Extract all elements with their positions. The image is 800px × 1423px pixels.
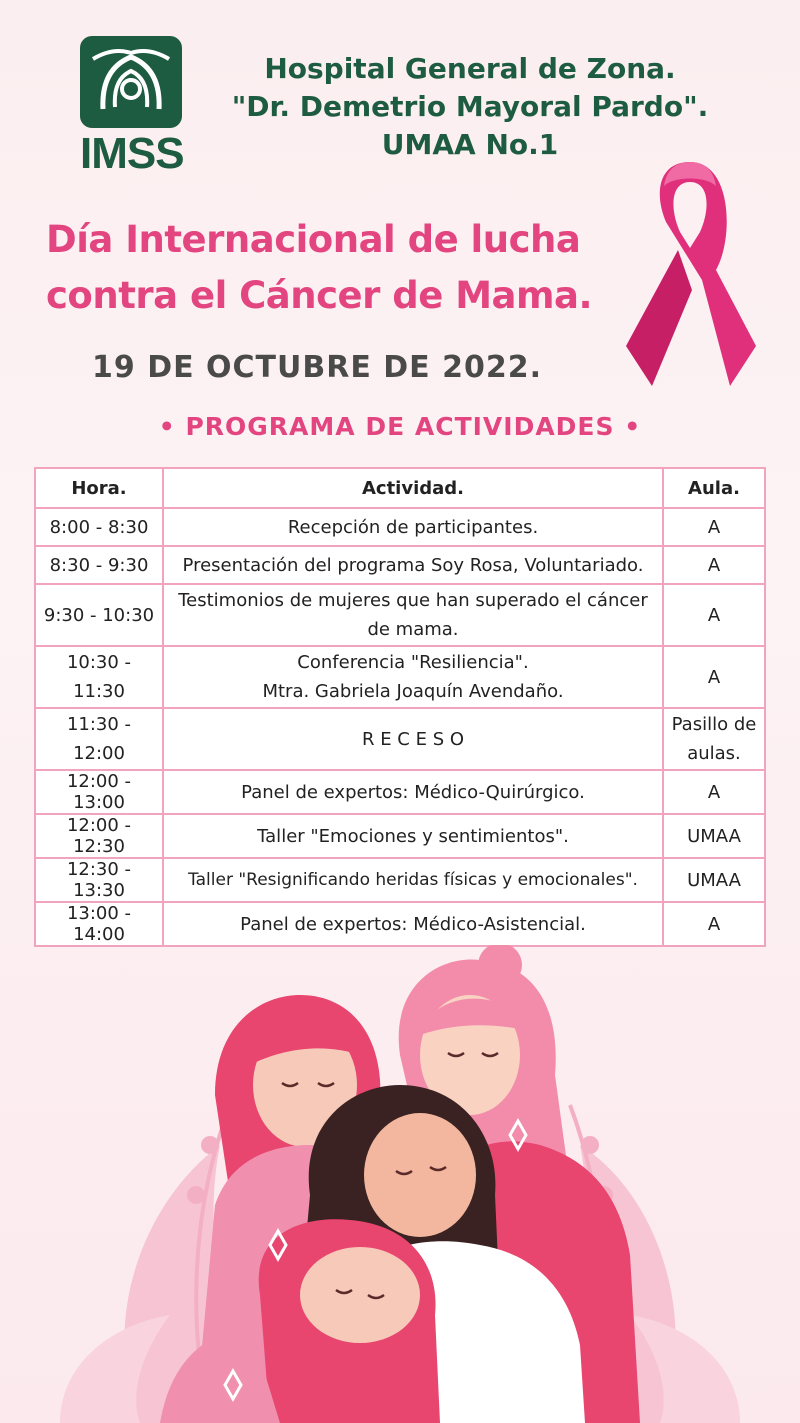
- cell-aula: A: [663, 770, 765, 814]
- cell-aula: A: [663, 508, 765, 546]
- cell-actividad: Presentación del programa Soy Rosa, Voluntariado.: [163, 546, 663, 584]
- table-row: [35, 770, 765, 814]
- imss-logo: [80, 36, 184, 178]
- cell-aula: UMAA: [663, 858, 765, 902]
- cell-actividad: Panel de expertos: Médico-Quirúrgico.: [163, 770, 663, 814]
- cell-hora: 12:30 - 13:30: [35, 858, 163, 902]
- header-hora: Hora.: [35, 468, 163, 508]
- logo-text: IMSS: [80, 129, 184, 178]
- cell-aula: A: [663, 902, 765, 946]
- cell-hora: 8:00 - 8:30: [35, 508, 163, 546]
- table-row: [35, 708, 765, 770]
- cell-hora: 12:00 - 13:00: [35, 770, 163, 814]
- cell-hora: 12:00 - 12:30: [35, 814, 163, 858]
- event-date: 19 DE OCTUBRE DE 2022.: [92, 350, 543, 385]
- activity-line1: Conferencia "Resiliencia".: [297, 652, 529, 673]
- hospital-header: [200, 50, 740, 164]
- cell-actividad: [163, 646, 663, 708]
- cell-actividad: Panel de expertos: Médico-Asistencial.: [163, 902, 663, 946]
- table-header-row: [35, 468, 765, 508]
- cell-actividad: Testimonios de mujeres que han superado el cáncer de mama.: [163, 584, 663, 646]
- cell-aula: A: [663, 546, 765, 584]
- cell-actividad: Taller "Resignificando heridas físicas y emocionales".: [163, 858, 663, 902]
- cell-hora: 8:30 - 9:30: [35, 546, 163, 584]
- cell-aula: A: [663, 646, 765, 708]
- cell-aula: UMAA: [663, 814, 765, 858]
- header-actividad: Actividad.: [163, 468, 663, 508]
- cell-aula: Pasillo de aulas.: [663, 708, 765, 770]
- header-aula: Aula.: [663, 468, 765, 508]
- cell-actividad: Taller "Emociones y sentimientos".: [163, 814, 663, 858]
- program-heading: • PROGRAMA DE ACTIVIDADES •: [158, 412, 642, 441]
- table-row: [35, 546, 765, 584]
- women-embracing-illustration: [0, 945, 800, 1423]
- hospital-unit: UMAA No.1: [381, 128, 559, 161]
- cell-hora: 11:30 - 12:00: [35, 708, 163, 770]
- table-row: [35, 858, 765, 902]
- hospital-name: Hospital General de Zona.: [264, 52, 676, 85]
- cell-actividad: R E C E S O: [163, 708, 663, 770]
- table-row: [35, 646, 765, 708]
- table-row: [35, 508, 765, 546]
- cell-hora: 13:00 - 14:00: [35, 902, 163, 946]
- event-title-line2: contra el Cáncer de Mama.: [46, 274, 593, 317]
- table-row: [35, 814, 765, 858]
- table-row: [35, 902, 765, 946]
- table-row: [35, 584, 765, 646]
- pink-ribbon-icon: [618, 150, 763, 390]
- cell-actividad: Recepción de participantes.: [163, 508, 663, 546]
- hospital-doctor: "Dr. Demetrio Mayoral Pardo".: [231, 90, 709, 123]
- event-title-line1: Día Internacional de lucha: [46, 218, 581, 261]
- cell-aula: A: [663, 584, 765, 646]
- event-title: [46, 212, 646, 324]
- activity-line2: Mtra. Gabriela Joaquín Avendaño.: [262, 681, 564, 702]
- schedule-table: [34, 467, 766, 947]
- cell-hora: 10:30 - 11:30: [35, 646, 163, 708]
- imss-emblem-icon: [80, 36, 182, 128]
- cell-hora: 9:30 - 10:30: [35, 584, 163, 646]
